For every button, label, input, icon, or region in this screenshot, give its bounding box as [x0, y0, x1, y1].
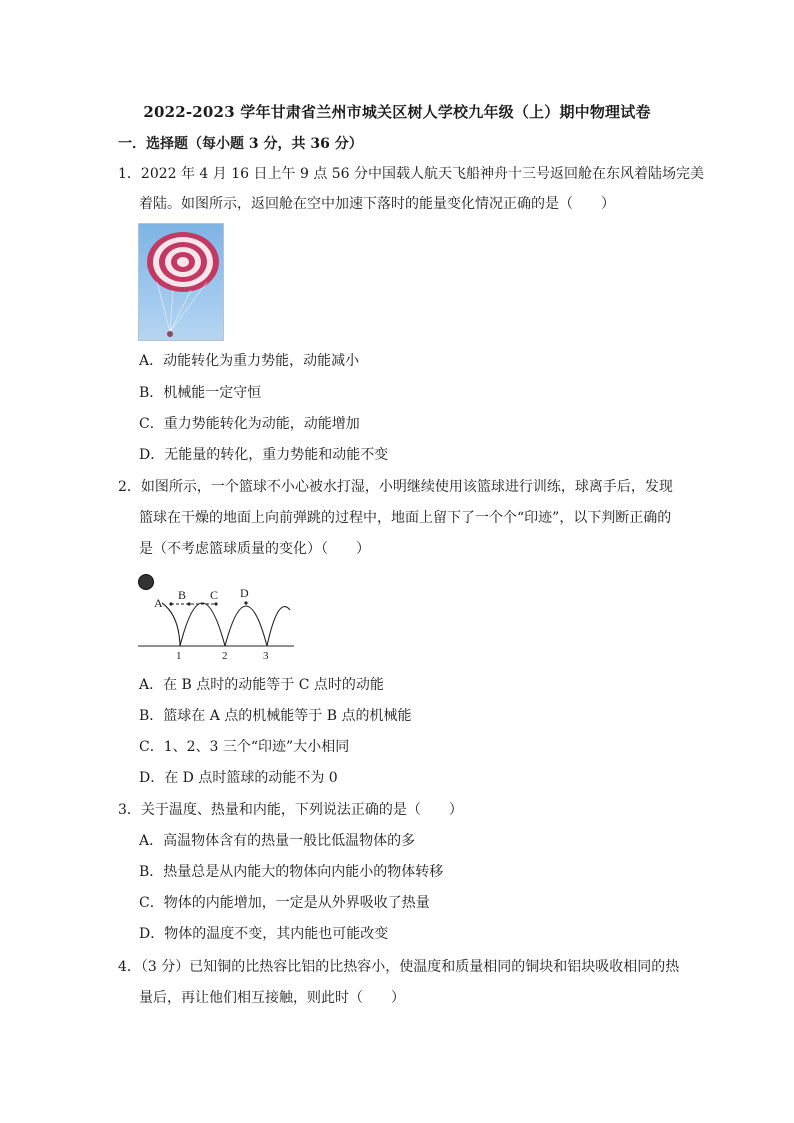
question-3-option-b: B．热量总是从内能大的物体向内能小的物体转移 [139, 864, 444, 880]
question-1-option-a: A．动能转化为重力势能，动能减小 [139, 353, 360, 369]
ground-mark-3: 3 [263, 650, 269, 662]
page-title: 2022-2023 学年甘肃省兰州市城关区树人学校九年级（上）期中物理试卷 [143, 103, 651, 121]
point-label-c: C [210, 588, 219, 602]
question-1-option-c: C．重力势能转化为动能，动能增加 [139, 416, 360, 432]
question-3-option-d: D．物体的温度不变，其内能也可能改变 [139, 926, 389, 942]
point-label-a: A [154, 596, 163, 610]
bounce-diagram [136, 570, 298, 662]
question-1-stem: 1．2022 年 4 月 16 日上午 9 点 56 分中国载人航天飞船神舟十三号返回舱在东风着陆场完美 [118, 166, 705, 182]
point-label-d: D [240, 586, 249, 600]
question-3-stem: 3．关于温度、热量和内能，下列说法正确的是（ ） [118, 802, 463, 818]
basketball [139, 575, 154, 590]
section-heading: 一．选择题（每小题 3 分，共 36 分） [118, 136, 363, 152]
question-1-option-b: B．机械能一定守恒 [139, 385, 262, 401]
ground-mark-1: 1 [176, 650, 182, 662]
point-d-dot [244, 601, 247, 604]
question-1-stem-cont: 着陆。如图所示，返回舱在空中加速下落时的能量变化情况正确的是（ ） [139, 196, 615, 212]
parachute-photo [138, 223, 224, 341]
return-capsule [167, 331, 173, 337]
question-3-option-c: C．物体的内能增加，一定是从外界吸收了热量 [139, 895, 430, 911]
point-b-dot [187, 602, 190, 605]
question-2-option-c: C．1、2、3 三个“印迹”大小相同 [139, 739, 350, 755]
question-2-option-a: A．在 B 点时的动能等于 C 点时的动能 [139, 677, 384, 693]
point-label-b: B [178, 588, 187, 602]
question-1-option-d: D．无能量的转化，重力势能和动能不变 [139, 447, 389, 463]
ground-mark-2: 2 [222, 650, 228, 662]
point-a-dot [169, 602, 172, 605]
trajectory-arc-3 [225, 606, 267, 646]
question-4-stem: 4．（3 分）已知铜的比热容比铝的比热容小，使温度和质量相同的铜块和铝块吸收相同的热 [118, 959, 680, 975]
question-2-stem: 2．如图所示，一个篮球不小心被水打湿，小明继续使用该篮球进行训练，球离手后，发现 [118, 479, 673, 495]
trajectory-arc-2 [180, 603, 225, 646]
question-4-stem-cont: 量后，再让他们相互接触，则此时（ ） [139, 990, 405, 1006]
question-3-option-a: A．高温物体含有的热量一般比低温物体的多 [139, 833, 416, 849]
question-2-option-b: B．篮球在 A 点的机械能等于 B 点的机械能 [139, 708, 412, 724]
trajectory-arc-1 [162, 603, 180, 646]
question-2-stem-cont: 篮球在干燥的地面上向前弹跳的过程中，地面上留下了一个个“印迹”，以下判断正确的 [139, 510, 672, 526]
parachute-image [139, 224, 224, 341]
question-2-stem-cont-2: 是（不考虑篮球质量的变化）（ ） [139, 541, 370, 557]
trajectory-arc-4 [267, 607, 290, 646]
question-2-option-d: D．在 D 点时篮球的动能不为 0 [139, 770, 338, 786]
parachute-canopy [147, 232, 219, 292]
point-c-dot [214, 602, 217, 605]
